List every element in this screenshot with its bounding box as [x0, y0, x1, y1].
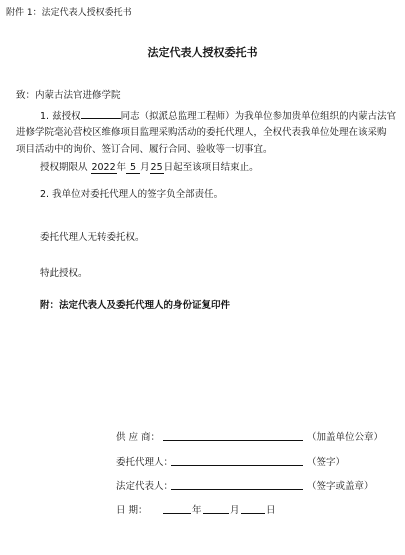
period-month: 5 [126, 162, 140, 174]
no-transfer-statement: 委托代理人无转委托权。 [40, 232, 145, 243]
agent-label: 委托代理人： [116, 457, 174, 468]
attachment-note: 附：法定代表人及委托代理人的身份证复印件 [40, 300, 231, 311]
authorization-period [40, 159, 259, 174]
period-year-label: 年 [116, 162, 127, 173]
agent-note: （签字） [307, 457, 346, 468]
date-year-label: 年 [192, 505, 202, 516]
supplier-signature-line [163, 440, 303, 441]
supplier-note: （加盖单位公章） [307, 432, 384, 443]
period-prefix: 授权期限从 [40, 162, 88, 173]
period-year: 2022 [91, 162, 116, 173]
period-suffix: 日起至该项目结束止。 [163, 162, 259, 173]
paragraph-1-line-2: 进修学院毫沁营校区维修项目监理采购活动的委托代理人，全权代表我单位处理在该采购 [16, 127, 387, 138]
legal-rep-signature-line [171, 489, 303, 490]
date-day-label: 日 [266, 505, 276, 516]
special-authorization: 特此授权。 [40, 268, 88, 279]
date-label: 日 期： [116, 505, 148, 516]
paragraph-1-line-1 [40, 107, 396, 122]
legal-rep-note: （签字或盖章） [307, 481, 374, 492]
legal-rep-label: 法定代表人： [116, 481, 174, 492]
agent-signature-line [171, 465, 303, 466]
authorized-person-blank [81, 107, 121, 119]
date-day-line [241, 513, 265, 514]
recipient-line: 致：内蒙古法官进修学院 [16, 90, 121, 101]
attachment-header-tag: 附件 1：法定代表人授权委托书 [6, 8, 132, 18]
document-title: 法定代表人授权委托书 [147, 46, 258, 59]
period-month-label: 月 [140, 162, 150, 173]
paragraph-2: 2. 我单位对委托代理人的签字负全部责任。 [40, 189, 224, 200]
date-year-line [163, 513, 191, 514]
date-month-line [203, 513, 229, 514]
supplier-label: 供 应 商： [116, 432, 161, 443]
authorize-rest: 同志（拟派总监理工程师）为我单位参加贵单位组织的内蒙古法官 [120, 111, 397, 122]
date-month-label: 月 [230, 505, 240, 516]
paragraph-1-line-3: 项目活动中的询价、签订合同、履行合同、验收等一切事宜。 [16, 144, 273, 155]
authorize-prefix: 1. 兹授权 [40, 111, 81, 122]
period-day: 25 [150, 162, 163, 173]
